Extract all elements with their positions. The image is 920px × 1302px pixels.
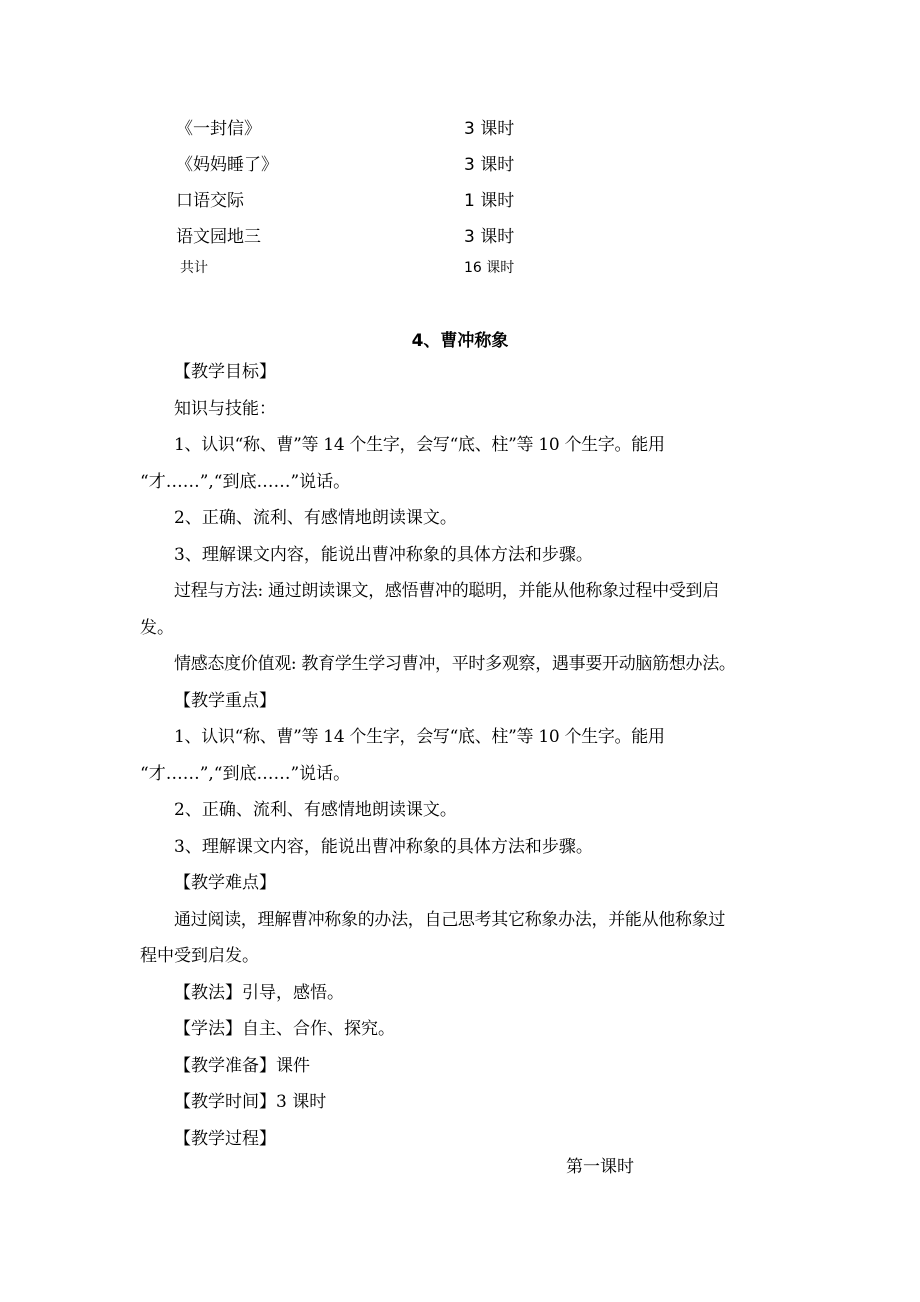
paragraph: 2、正确、流利、有感情地朗读课文。 (174, 508, 457, 528)
paragraph: 通过阅读，理解曹冲称象的办法，自己思考其它称象办法，并能从他称象过 (174, 909, 726, 930)
lesson-title: 4、曹冲称象 (411, 331, 509, 351)
schedule-row (0, 114, 920, 144)
schedule-total-row (0, 253, 920, 283)
lesson-body (140, 354, 780, 1157)
paragraph: 程中受到启发。 (140, 946, 259, 966)
paragraph: 【教学准备】课件 (174, 1055, 310, 1076)
paragraph: 发。 (140, 617, 174, 638)
schedule-row (0, 186, 920, 216)
paragraph: 【学法】自主、合作、探究。 (174, 1019, 395, 1039)
paragraph: 过程与方法: 通过朗读课文，感悟曹冲的聪明，并能从他称象过程中受到启 (174, 581, 719, 601)
schedule-row (0, 222, 920, 252)
schedule-item-hours: 1 课时 (464, 191, 515, 211)
paragraph: “才……”,“到底……”说话。 (140, 763, 351, 784)
paragraph: “才……”,“到底……”说话。 (140, 471, 351, 492)
paragraph: 【教学时间】3 课时 (174, 1092, 327, 1112)
paragraph: 情感态度价值观: 教育学生学习曹冲，平时多观察，遇事要开动脑筋想办法。 (174, 654, 736, 674)
schedule-item-name: 语文园地三 (176, 227, 261, 247)
paragraph: 知识与技能： (174, 398, 276, 419)
schedule-item-hours: 3 课时 (464, 119, 515, 139)
paragraph: 2、正确、流利、有感情地朗读课文。 (174, 800, 457, 820)
lesson-period-heading: 第一课时 (566, 1157, 634, 1177)
section-heading-goals: 【教学目标】 (174, 362, 276, 382)
section-heading-difficulties: 【教学难点】 (174, 873, 276, 893)
paragraph: 1、认识“称、曹”等 14 个生字，会写“底、柱”等 10 个生字。能用 (174, 727, 665, 747)
schedule-item-hours: 3 课时 (464, 155, 515, 175)
paragraph: 【教法】引导，感悟。 (174, 982, 344, 1003)
paragraph: 3、理解课文内容，能说出曹冲称象的具体方法和步骤。 (174, 544, 593, 565)
schedule-item-hours: 3 课时 (464, 227, 515, 247)
schedule-row (0, 150, 920, 180)
schedule-total-label: 共计 (180, 260, 208, 276)
schedule-item-name: 《一封信》 (176, 119, 261, 139)
schedule-total-hours: 16 课时 (464, 260, 515, 276)
section-heading-process: 【教学过程】 (174, 1128, 276, 1149)
schedule-item-name: 《妈妈睡了》 (176, 155, 278, 175)
schedule-item-name: 口语交际 (176, 191, 244, 211)
paragraph: 3、理解课文内容，能说出曹冲称象的具体方法和步骤。 (174, 836, 593, 857)
section-heading-key-points: 【教学重点】 (174, 690, 276, 711)
paragraph: 1、认识“称、曹”等 14 个生字，会写“底、柱”等 10 个生字。能用 (174, 435, 665, 455)
